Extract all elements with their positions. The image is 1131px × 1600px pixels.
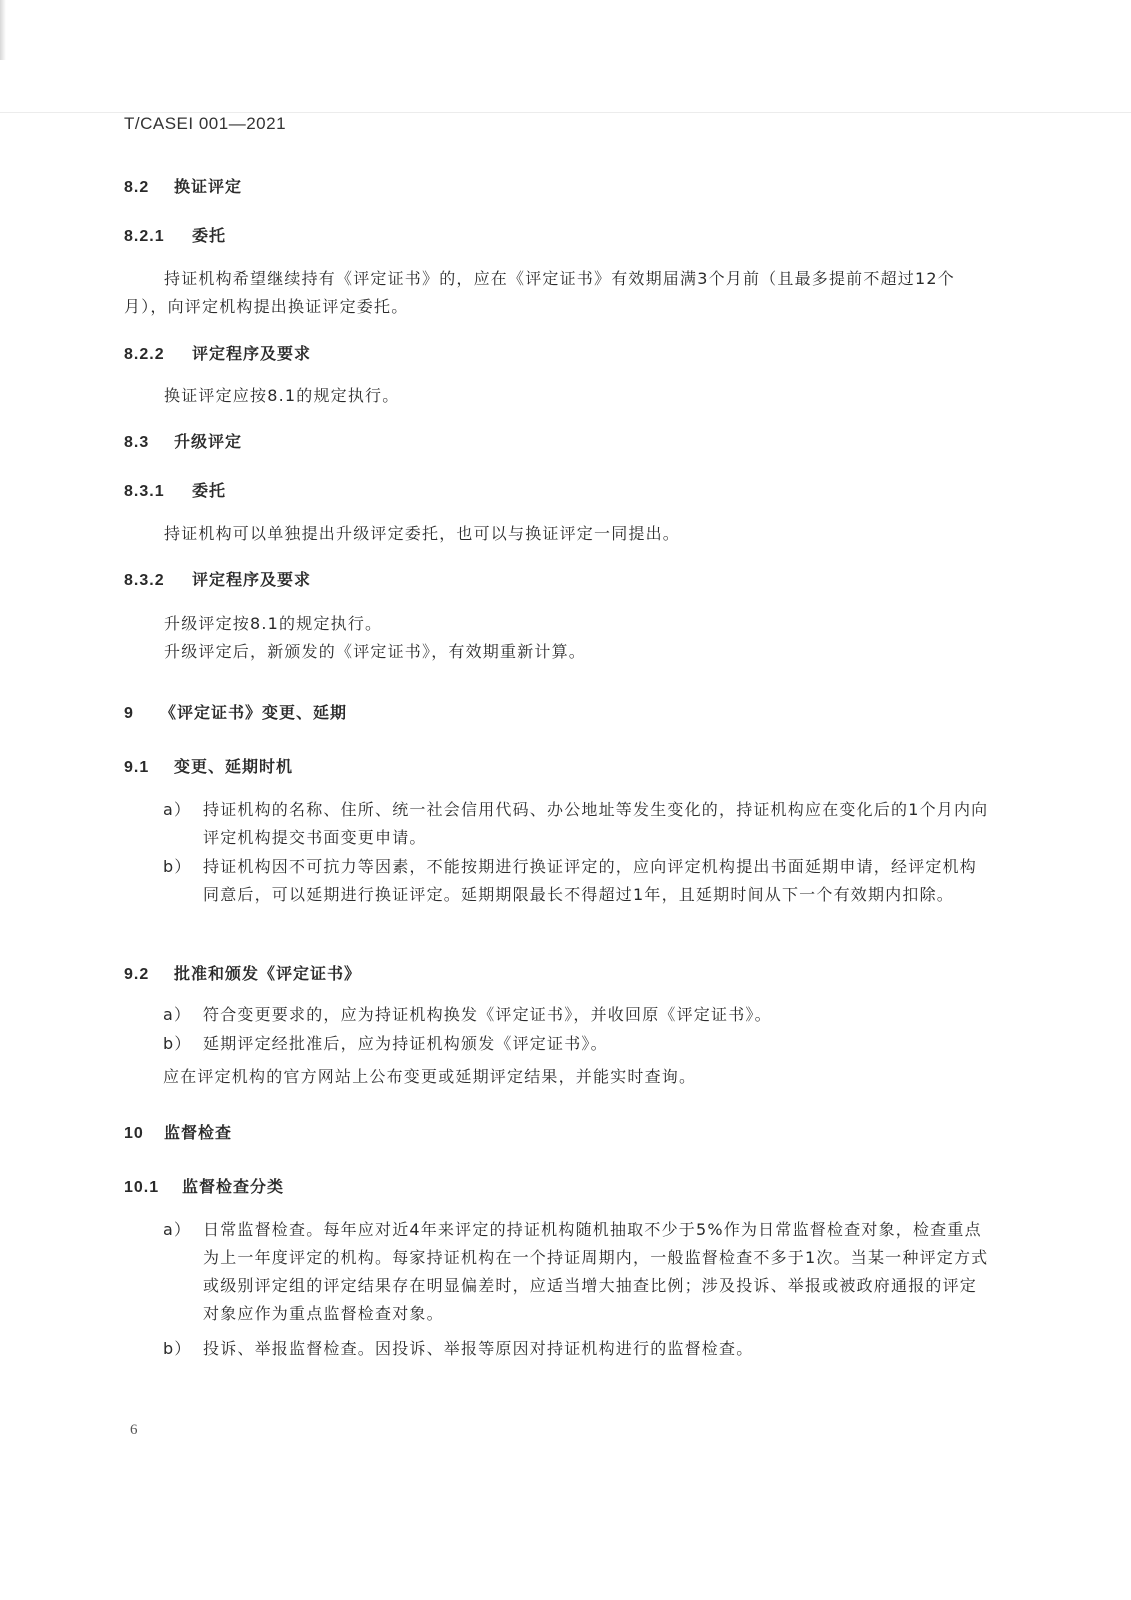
section-9-2-paragraph: 应在评定机构的官方网站上公布变更或延期评定结果，并能实时查询。 xyxy=(163,1067,697,1086)
list-marker: b） xyxy=(163,1339,192,1358)
section-number: 9.2 xyxy=(124,966,150,983)
section-8-2-1-paragraph: 持证机构希望继续持有《评定证书》的，应在《评定证书》有效期届满3个月前（且最多提前不超过12个月），向评定机构提出换证评定委托。 xyxy=(124,269,955,316)
section-8-3-2-heading xyxy=(124,567,311,590)
list-item xyxy=(163,1030,993,1058)
section-number: 8.2.1 xyxy=(124,228,165,245)
section-title: 评定程序及要求 xyxy=(192,570,312,589)
list-item xyxy=(163,1001,993,1029)
section-8-2-2-heading xyxy=(124,341,311,364)
section-8-3-heading xyxy=(124,429,242,452)
section-8-3-2-paragraph-2: 升级评定后，新颁发的《评定证书》，有效期重新计算。 xyxy=(164,642,587,661)
section-8-3-2-paragraph-1: 升级评定按8.1的规定执行。 xyxy=(164,614,383,633)
list-marker: a） xyxy=(163,1220,192,1239)
section-number: 8.2.2 xyxy=(124,346,165,363)
list-item-text: 持证机构的名称、住所、统一社会信用代码、办公地址等发生变化的，持证机构应在变化后的1个月内向评定机构提交书面变更申请。 xyxy=(203,800,989,847)
list-marker: a） xyxy=(163,1005,192,1024)
list-item-text: 符合变更要求的，应为持证机构换发《评定证书》，并收回原《评定证书》。 xyxy=(203,1005,772,1024)
section-8-2-2-paragraph: 换证评定应按8.1的规定执行。 xyxy=(164,386,400,405)
list-marker: b） xyxy=(163,1034,192,1053)
chapter-number: 9 xyxy=(124,705,134,722)
chapter-10-heading xyxy=(124,1120,232,1143)
list-marker: b） xyxy=(163,857,192,876)
chapter-title: 《评定证书》变更、延期 xyxy=(160,703,348,722)
list-item-text: 延期评定经批准后，应为持证机构颁发《评定证书》。 xyxy=(203,1034,608,1053)
chapter-9-heading xyxy=(124,700,347,723)
chapter-title: 监督检查 xyxy=(164,1123,233,1142)
list-item xyxy=(163,796,993,852)
header-rule xyxy=(0,112,1131,113)
section-8-2-1-heading xyxy=(124,223,226,246)
list-item-text: 持证机构因不可抗力等因素，不能按期进行换证评定的，应向评定机构提出书面延期申请，经评定机构同意后，可以延期进行换证评定。延期期限最长不得超过1年，且延期时间从下一个有效期内扣除。 xyxy=(203,857,978,904)
section-number: 9.1 xyxy=(124,759,150,776)
section-8-3-1-heading xyxy=(124,478,226,501)
section-number: 8.3 xyxy=(124,434,150,451)
section-9-1-heading xyxy=(124,754,293,777)
list-item-text: 日常监督检查。每年应对近4年来评定的持证机构随机抽取不少于5%作为日常监督检查对象，检查重点为上一年度评定的机构。每家持证机构在一个持证周期内，一般监督检查不多于1次。当某一种评定方式或级别评定组的评定结果存在明显偏差时，应适当增大抽查比例；涉及投诉、举报或被政府通报的评定对象应作为重点监督检查对象。 xyxy=(203,1220,989,1323)
section-10-1-heading xyxy=(124,1174,284,1197)
standard-code: T/CASEI 001—2021 xyxy=(124,114,287,133)
section-title: 委托 xyxy=(192,481,227,500)
section-number: 8.2 xyxy=(124,179,150,196)
section-title: 评定程序及要求 xyxy=(192,344,312,363)
section-title: 委托 xyxy=(192,226,227,245)
section-8-3-1-paragraph: 持证机构可以单独提出升级评定委托，也可以与换证评定一同提出。 xyxy=(164,524,681,543)
section-number: 8.3.1 xyxy=(124,483,165,500)
page-number: 6 xyxy=(130,1422,138,1438)
list-item xyxy=(163,853,993,909)
list-item-text: 投诉、举报监督检查。因投诉、举报等原因对持证机构进行的监督检查。 xyxy=(203,1339,754,1358)
scan-edge xyxy=(0,0,6,60)
list-item xyxy=(163,1335,993,1363)
section-8-2-heading xyxy=(124,174,242,197)
section-number: 8.3.2 xyxy=(124,572,165,589)
section-title: 批准和颁发《评定证书》 xyxy=(174,964,362,983)
chapter-number: 10 xyxy=(124,1125,144,1142)
list-item xyxy=(163,1216,993,1328)
section-9-2-heading xyxy=(124,961,361,984)
section-title: 监督检查分类 xyxy=(182,1177,285,1196)
section-title: 换证评定 xyxy=(174,177,243,196)
section-title: 变更、延期时机 xyxy=(174,757,294,776)
section-number: 10.1 xyxy=(124,1179,160,1196)
section-title: 升级评定 xyxy=(174,432,243,451)
list-marker: a） xyxy=(163,800,192,819)
